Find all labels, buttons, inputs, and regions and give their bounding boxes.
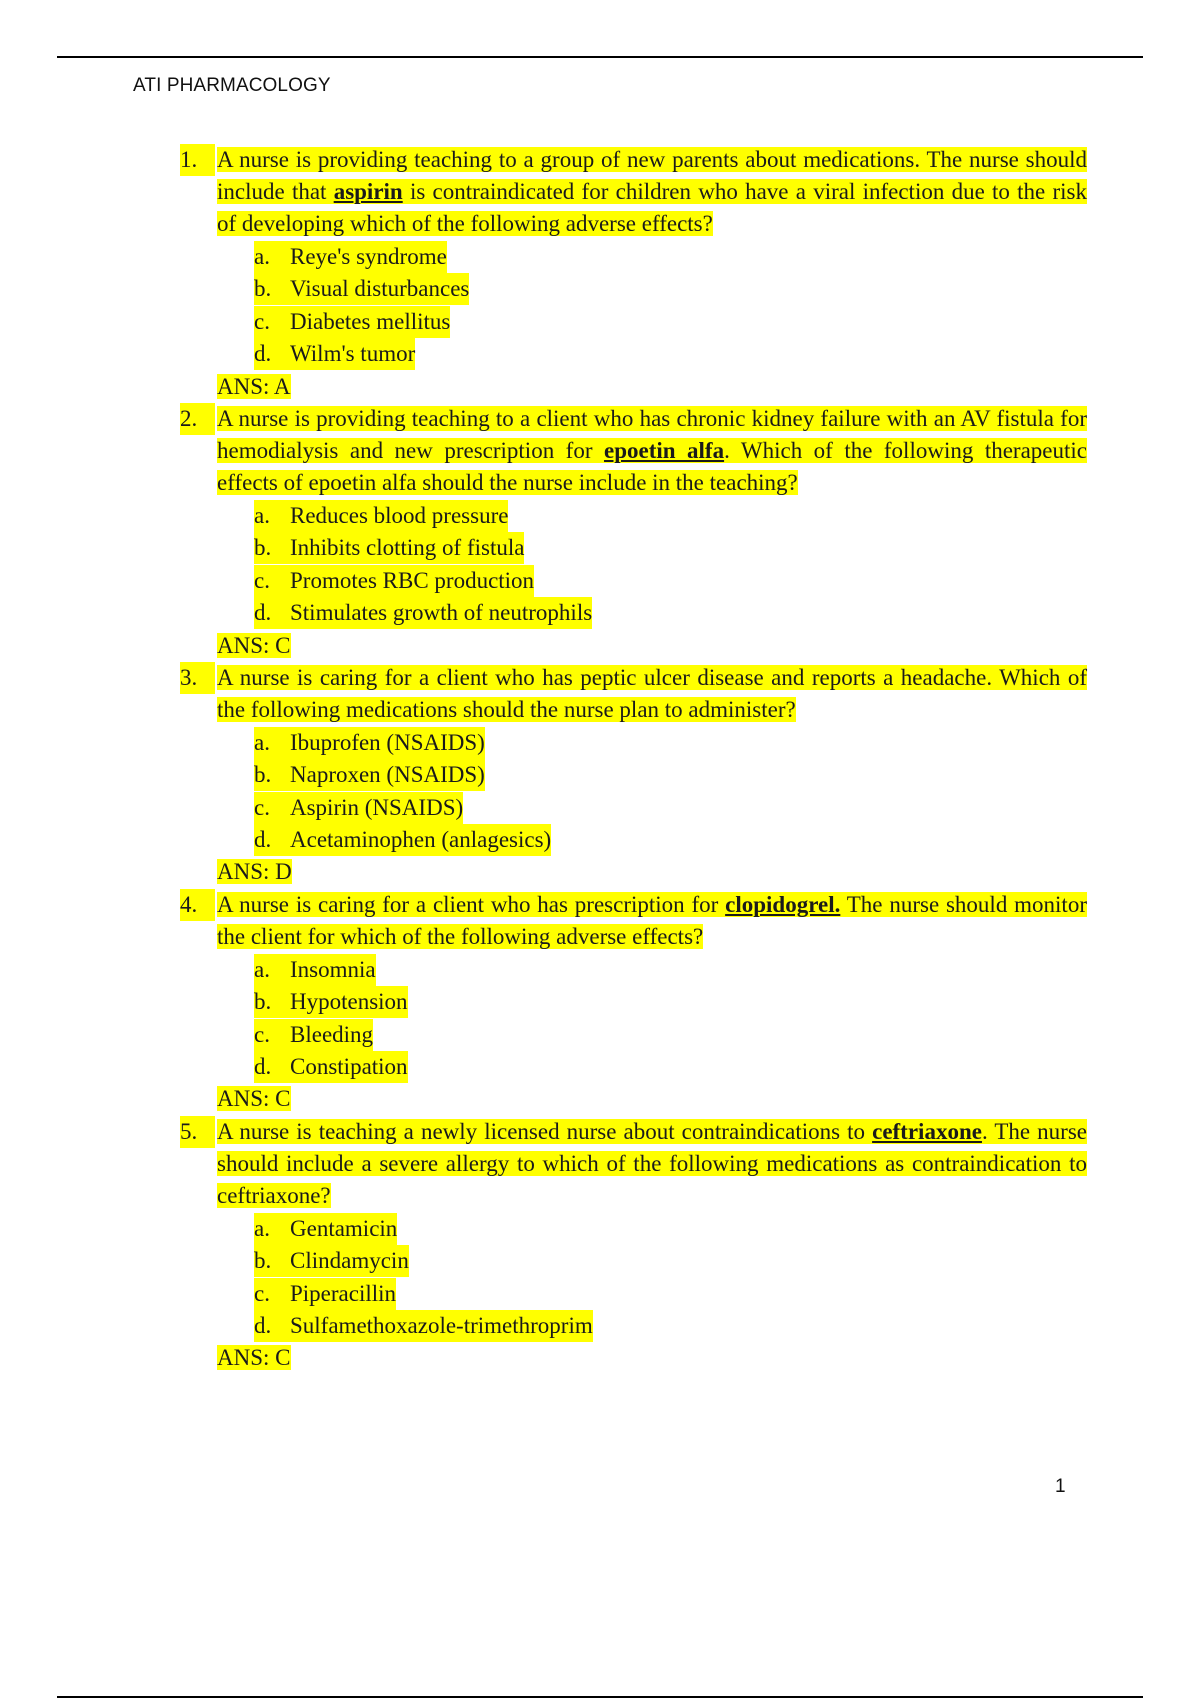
- question-text: [217, 403, 1087, 499]
- option-letter: b.: [254, 759, 290, 791]
- option-letter: c.: [254, 306, 290, 338]
- option-text: Bleeding: [290, 1019, 373, 1051]
- option-text: Insomnia: [290, 954, 376, 986]
- question-keyword: epoetin alfa: [603, 437, 725, 463]
- question-text: [217, 662, 1087, 726]
- answer-option: [0, 727, 1200, 759]
- option-letter: d.: [254, 1310, 290, 1342]
- answer-key: [217, 371, 1200, 403]
- option-letter: c.: [254, 792, 290, 824]
- option-text: Reye's syndrome: [290, 241, 447, 273]
- question-number: 1.: [180, 144, 215, 176]
- answer-option: [0, 986, 1200, 1018]
- answer-option: [0, 532, 1200, 564]
- answer-key: [217, 630, 1200, 662]
- footer-rule: [57, 1696, 1143, 1698]
- answer-key-text: ANS: A: [217, 373, 291, 399]
- option-text: Piperacillin: [290, 1278, 396, 1310]
- question-list: [0, 144, 1200, 1375]
- option-list: [0, 954, 1200, 1084]
- option-text: Ibuprofen (NSAIDS): [290, 727, 485, 759]
- option-text: Stimulates growth of neutrophils: [290, 597, 592, 629]
- option-text: Clindamycin: [290, 1245, 409, 1277]
- answer-key: [217, 856, 1200, 888]
- answer-option: [0, 273, 1200, 305]
- option-text: Visual disturbances: [290, 273, 469, 305]
- option-letter: b.: [254, 273, 290, 305]
- question-text-before: A nurse is teaching a newly licensed nurse about contraindications to: [217, 1118, 873, 1144]
- option-letter: a.: [254, 954, 290, 986]
- answer-option: [0, 1051, 1200, 1083]
- question-item: [0, 662, 1200, 889]
- answer-option: [0, 1019, 1200, 1051]
- option-text: Sulfamethoxazole-trimethroprim: [290, 1310, 593, 1342]
- question-keyword: clopidogrel.: [725, 891, 841, 917]
- option-letter: d.: [254, 824, 290, 856]
- header-rule: [57, 56, 1143, 58]
- question-text-after: . The nurse should include a severe allergy to which of the following medications as contraindication to ceftriaxone?: [217, 1118, 1087, 1208]
- question-text-after: . Which of the following therapeutic effects of epoetin alfa should the nurse include in the teaching?: [217, 437, 1087, 495]
- answer-option: [0, 306, 1200, 338]
- option-letter: b.: [254, 986, 290, 1018]
- answer-key-text: ANS: D: [217, 859, 292, 885]
- option-list: [0, 241, 1200, 371]
- option-letter: d.: [254, 597, 290, 629]
- question-text-before: A nurse is providing teaching to a client who has chronic kidney failure with an AV fistula for hemodialysis and new prescription for: [217, 405, 1087, 463]
- question-keyword: aspirin: [333, 179, 403, 204]
- option-list: [0, 727, 1200, 857]
- answer-option: [0, 1310, 1200, 1342]
- option-list: [0, 500, 1200, 630]
- option-list: [0, 1213, 1200, 1343]
- option-letter: a.: [254, 241, 290, 273]
- option-text: Naproxen (NSAIDS): [290, 759, 485, 791]
- question-item: [0, 403, 1200, 662]
- option-letter: c.: [254, 1019, 290, 1051]
- answer-option: [0, 1245, 1200, 1277]
- option-text: Acetaminophen (anlagesics): [290, 824, 551, 856]
- document-header-title: ATI PHARMACOLOGY: [133, 75, 331, 96]
- page-number: 1: [1055, 1476, 1066, 1497]
- answer-option: [0, 338, 1200, 370]
- answer-option: [0, 759, 1200, 791]
- question-keyword: ceftriaxone: [872, 1118, 982, 1144]
- answer-key: [217, 1342, 1200, 1374]
- option-letter: a.: [254, 727, 290, 759]
- option-letter: d.: [254, 338, 290, 370]
- option-text: Wilm's tumor: [290, 338, 415, 370]
- answer-option: [0, 500, 1200, 532]
- option-text: Reduces blood pressure: [290, 500, 508, 532]
- answer-option: [0, 241, 1200, 273]
- option-text: Inhibits clotting of fistula: [290, 532, 524, 564]
- question-item: [0, 1116, 1200, 1375]
- question-item: [0, 144, 1200, 403]
- option-letter: a.: [254, 1213, 290, 1245]
- question-text-before: A nurse is caring for a client who has peptic ulcer disease and reports a headache. Which of the following medications should the nurse plan to administer?: [217, 664, 1087, 722]
- question-text: [217, 1116, 1087, 1212]
- answer-option: [0, 824, 1200, 856]
- option-letter: b.: [254, 1245, 290, 1277]
- answer-option: [0, 792, 1200, 824]
- option-letter: c.: [254, 1278, 290, 1310]
- option-letter: b.: [254, 532, 290, 564]
- question-text-after: The nurse should monitor the client for which of the following adverse effects?: [217, 891, 1087, 949]
- answer-option: [0, 1213, 1200, 1245]
- question-text-before: A nurse is providing teaching to a group of new parents about medications. The nurse should include that: [217, 147, 1087, 204]
- question-number: 2.: [180, 403, 215, 435]
- option-text: Hypotension: [290, 986, 408, 1018]
- question-number: 3.: [180, 662, 215, 694]
- question-text: [217, 144, 1087, 240]
- option-text: Gentamicin: [290, 1213, 397, 1245]
- option-text: Diabetes mellitus: [290, 306, 450, 338]
- question-number: 5.: [180, 1116, 215, 1148]
- question-text-before: A nurse is caring for a client who has prescription for: [217, 891, 726, 917]
- option-text: Constipation: [290, 1051, 408, 1083]
- question-item: [0, 889, 1200, 1116]
- option-text: Promotes RBC production: [290, 565, 534, 597]
- option-letter: d.: [254, 1051, 290, 1083]
- answer-key-text: ANS: C: [217, 1345, 291, 1371]
- answer-key-text: ANS: C: [217, 632, 291, 658]
- answer-option: [0, 597, 1200, 629]
- option-letter: a.: [254, 500, 290, 532]
- option-text: Aspirin (NSAIDS): [290, 792, 463, 824]
- answer-key-text: ANS: C: [217, 1086, 291, 1112]
- answer-key: [217, 1083, 1200, 1115]
- answer-option: [0, 1278, 1200, 1310]
- question-text-after: is contraindicated for children who have a viral infection due to the risk of developing which of the following adverse effects?: [217, 179, 1088, 236]
- question-text: [217, 889, 1087, 953]
- option-letter: c.: [254, 565, 290, 597]
- answer-option: [0, 954, 1200, 986]
- answer-option: [0, 565, 1200, 597]
- question-number: 4.: [180, 889, 215, 921]
